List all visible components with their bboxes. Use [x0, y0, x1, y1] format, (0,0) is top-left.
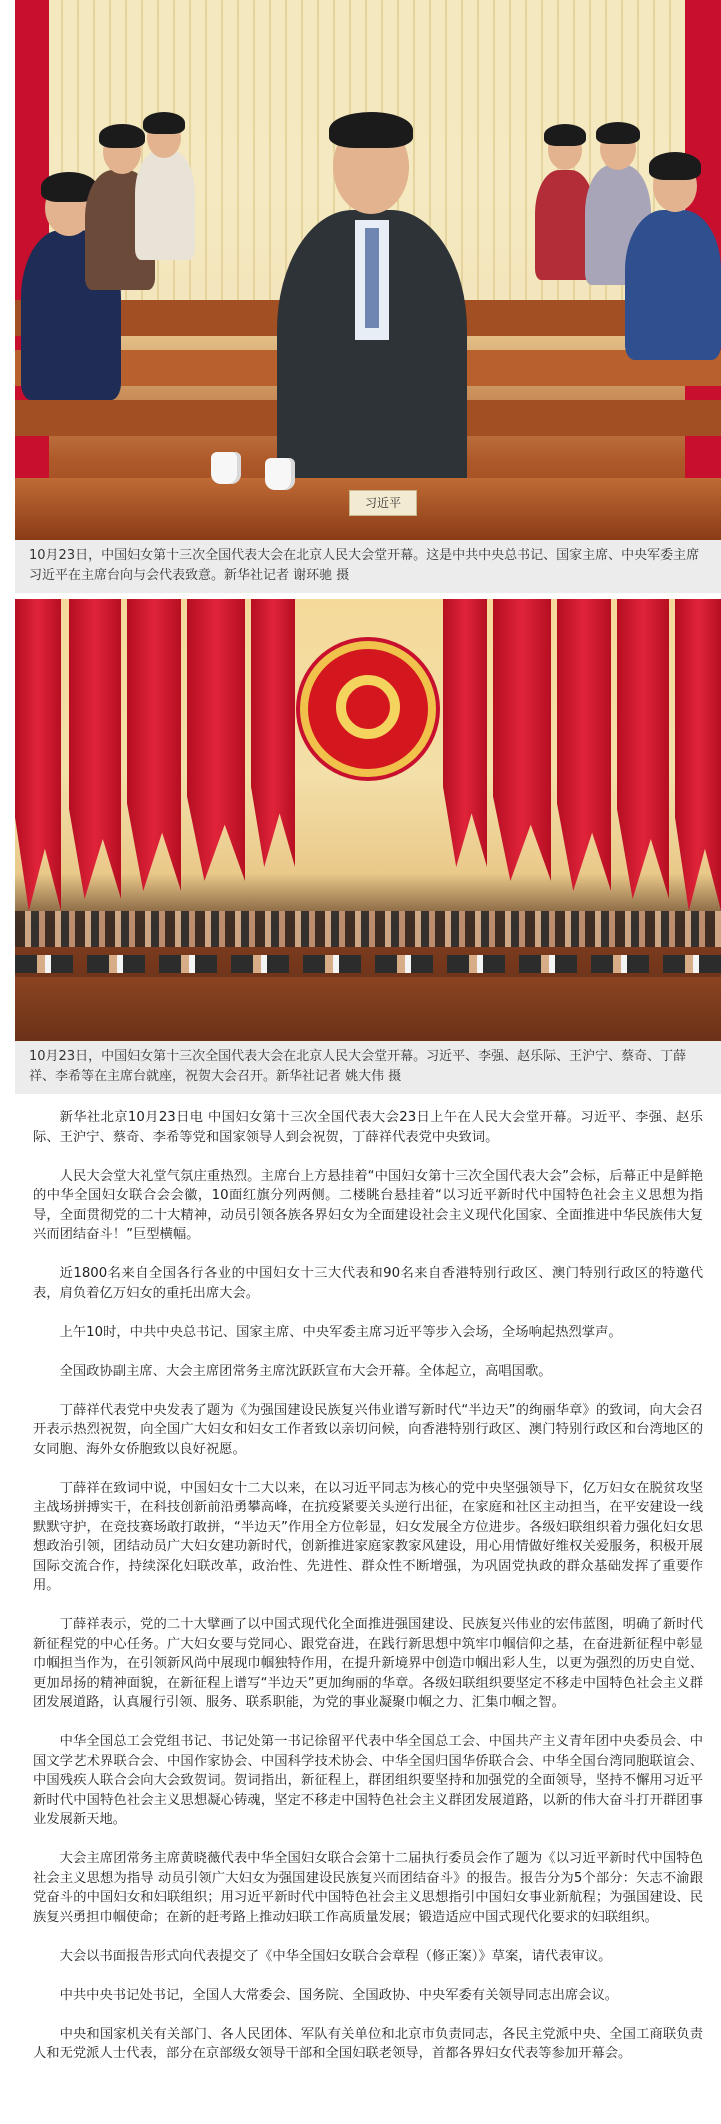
- photo-block-1: [15, 0, 721, 593]
- article-body: [0, 1108, 721, 2064]
- article-paragraph: 新华社北京10月23日电 中国妇女第十三次全国代表大会23日上午在人民大会堂开幕。习近平、李强、赵乐际、王沪宁、蔡奇、李希等党和国家领导人到会祝贺，丁薛祥代表党中央致词。: [33, 1110, 703, 1145]
- article-paragraph: 丁薛祥在致词中说，中国妇女十二大以来，在以习近平同志为核心的党中央坚强领导下，亿万妇女在脱贫攻坚主战场拼搏实干，在科技创新前沿勇攀高峰，在抗疫紧要关头逆行出征，在家庭和社区主动担当，在平安建设一线默默守护，在竞技赛场敢打敢拼，“半边天”作用全方位彰显，妇女发展全方位进步。各级妇联组织着力强化妇女思想政治引领，团结动员广大妇女建功新时代，创新推进家庭家教家风建设，用心用情做好维权关爱服务，积极开展国际交流合作，持续深化妇联改革，政治性、先进性、群众性不断增强，为巩固党执政的群众基础发挥了重要作用。: [33, 1480, 703, 1593]
- photo-caption: 10月23日，中国妇女第十三次全国代表大会在北京人民大会堂开幕。习近平、李强、赵乐际、王沪宁、蔡奇、丁薛祥、李希等在主席台就座，祝贺大会召开。新华社记者 姚大伟 摄: [15, 1041, 721, 1094]
- article-paragraph: 丁薛祥代表党中央发表了题为《为强国建设民族复兴伟业谱写新时代“半边天”的绚丽华章》的致词，向大会召开表示热烈祝贺，向全国广大妇女和妇女工作者致以亲切问候，向香港特别行政区、澳门特别行政区和台湾地区的女同胞、海外女侨胞致以良好祝愿。: [33, 1402, 703, 1457]
- article-paragraph: 人民大会堂大礼堂气氛庄重热烈。主席台上方悬挂着“中国妇女第十三次全国代表大会”会标，后幕正中是鲜艳的中华全国妇女联合会会徽，10面红旗分列两侧。二楼眺台悬挂着“以习近平新时代中国特色社会主义思想为指导，全面贯彻党的二十大精神，动员引领各族各界妇女为全面建设社会主义现代化国家、全面推进中华民族伟大复兴而团结奋斗！”巨型横幅。: [33, 1168, 703, 1242]
- article-paragraph: 上午10时，中共中央总书记、国家主席、中央军委主席习近平等步入会场，全场响起热烈掌声。: [59, 1324, 622, 1340]
- nameplate: 习近平: [349, 490, 417, 516]
- article-paragraph: 中华全国总工会党组书记、书记处第一书记徐留平代表中华全国总工会、中国共产主义青年团中央委员会、中国文学艺术界联合会、中国作家协会、中国科学技术协会、中华全国归国华侨联合会、中华全国台湾同胞联谊会、中国残疾人联合会向大会致贺词。贺词指出，新征程上，群团组织要坚持和加强党的全面领导，坚持不懈用习近平新时代中国特色社会主义思想凝心铸魂，坚定不移走中国特色社会主义群团发展道路，以新的伟大奋斗打开群团事业发展新天地。: [33, 1734, 703, 1827]
- photo-block-2: [15, 599, 721, 1094]
- article-paragraph: 大会以书面报告形式向代表提交了《中华全国妇女联合会章程（修正案）》草案，请代表审议。: [59, 1948, 612, 1964]
- article-paragraph: 丁薛祥表示，党的二十大擘画了以中国式现代化全面推进强国建设、民族复兴伟业的宏伟蓝图，明确了新时代新征程党的中心任务。广大妇女要与党同心、跟党奋进，在践行新思想中筑牢巾帼信仰之基，在奋进新征程中彰显巾帼担当作为，在引领新风尚中展现巾帼独特作用，在提升新境界中创造巾帼出彩人生，以更为强烈的历史自觉、更加昂扬的精神面貌，在新征程上谱写“半边天”更加绚丽的华章。各级妇联组织要坚定不移走中国特色社会主义群团发展道路，认真履行引领、服务、联系职能，为党的事业凝聚巾帼之力、汇集巾帼之智。: [33, 1617, 703, 1710]
- article-paragraph: 中央和国家机关有关部门、各人民团体、军队有关单位和北京市负责同志，各民主党派中央、全国工商联负责人和无党派人士代表，部分在京部级女领导干部和全国妇联老领导，首都各界妇女代表等参加开幕会。: [33, 2026, 703, 2061]
- article-paragraph: 中共中央书记处书记，全国人大常委会、国务院、全国政协、中央军委有关领导同志出席会议。: [59, 1987, 619, 2003]
- article-paragraph: 大会主席团常务主席黄晓薇代表中华全国妇女联合会第十二届执行委员会作了题为《以习近平新时代中国特色社会主义思想为指导 动员引领广大妇女为强国建设民族复兴而团结奋斗》的报告。报告分为5个部分：矢志不渝跟党奋斗的中国妇女和妇联组织；用习近平新时代中国特色社会主义思想指引中国妇女事业新航程；为强国建设、民族复兴勇担巾帼使命；在新的赶考路上推动妇联工作高质量发展；锻造适应中国式现代化要求的妇联组织。: [33, 1851, 703, 1925]
- photo-opening-ceremony-leader: [15, 0, 721, 540]
- article-paragraph: 全国政协副主席、大会主席团常务主席沈跃跃宣布大会开幕。全体起立，高唱国歌。: [59, 1363, 552, 1379]
- photo-caption: 10月23日，中国妇女第十三次全国代表大会在北京人民大会堂开幕。这是中共中央总书记、国家主席、中央军委主席习近平在主席台向与会代表致意。新华社记者 谢环驰 摄: [15, 540, 721, 593]
- photo-rostrum-emblem: [15, 599, 721, 1041]
- article-paragraph: 近1800名来自全国各行各业的中国妇女十三大代表和90名来自香港特别行政区、澳门特别行政区的特邀代表，肩负着亿万妇女的重托出席大会。: [33, 1266, 703, 1301]
- womens-federation-emblem-icon: [300, 641, 436, 777]
